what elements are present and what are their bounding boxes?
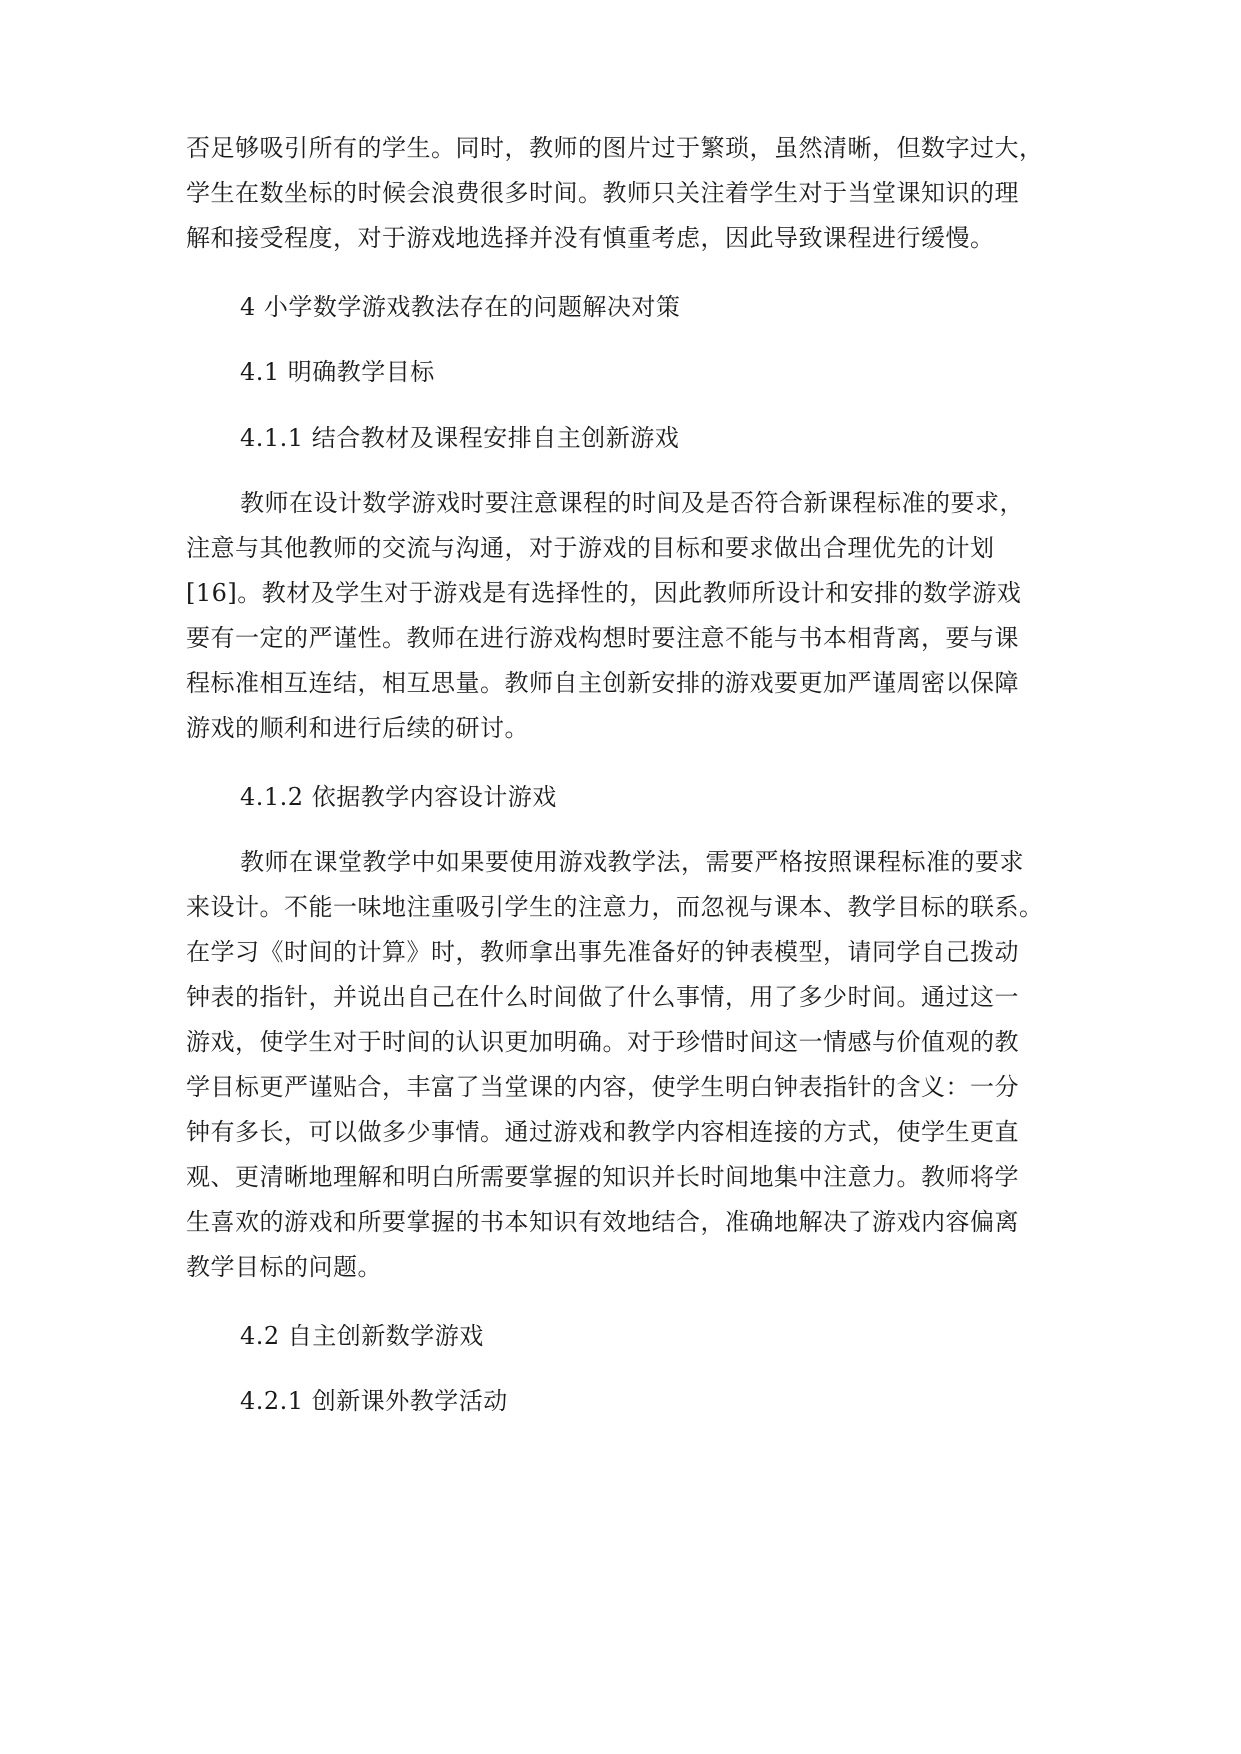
intro-line-3: 解和接受程度，对于游戏地选择并没有慎重考虑，因此导致课程进行缓慢。 — [186, 224, 995, 252]
paragraph-4-1-1-line-5: 程标准相互连结，相互思量。教师自主创新安排的游戏要更加严谨周密以保障 — [186, 669, 1019, 697]
paragraph-4-1-1-line-4: 要有一定的严谨性。教师在进行游戏构想时要注意不能与书本相背离，要与课 — [186, 624, 1019, 652]
paragraph-4-1-2-line-6: 学目标更严谨贴合，丰富了当堂课的内容，使学生明白钟表指针的含义：一分 — [186, 1073, 1019, 1101]
paragraph-4-1-1-line-1: 教师在设计数学游戏时要注意课程的时间及是否符合新课程标准的要求， — [240, 489, 1024, 517]
paragraph-4-1-2-line-10: 教学目标的问题。 — [186, 1253, 382, 1281]
section-4-2-1-heading: 4.2.1 创新课外教学活动 — [240, 1387, 508, 1415]
section-4-1-heading: 4.1 明确教学目标 — [240, 358, 435, 386]
section-4-heading: 4 小学数学游戏教法存在的问题解决对策 — [240, 293, 681, 321]
paragraph-4-1-2-line-4: 钟表的指针，并说出自己在什么时间做了什么事情，用了多少时间。通过这一 — [186, 983, 1019, 1011]
paragraph-4-1-1-line-2: 注意与其他教师的交流与沟通，对于游戏的目标和要求做出合理优先的计划 — [186, 534, 995, 562]
section-4-1-2-heading: 4.1.2 依据教学内容设计游戏 — [240, 783, 557, 811]
paragraph-4-1-2-line-3: 在学习《时间的计算》时，教师拿出事先准备好的钟表模型，请同学自己拨动 — [186, 938, 1019, 966]
paragraph-4-1-2-line-1: 教师在课堂教学中如果要使用游戏教学法，需要严格按照课程标准的要求 — [240, 848, 1024, 876]
paragraph-4-1-2-line-2: 来设计。不能一味地注重吸引学生的注意力，而忽视与课本、教学目标的联系。 — [186, 893, 1044, 921]
section-4-2-heading: 4.2 自主创新数学游戏 — [240, 1322, 484, 1350]
intro-line-2: 学生在数坐标的时候会浪费很多时间。教师只关注着学生对于当堂课知识的理 — [186, 179, 1019, 207]
paragraph-4-1-2-line-5: 游戏，使学生对于时间的认识更加明确。对于珍惜时间这一情感与价值观的教 — [186, 1028, 1019, 1056]
paragraph-4-1-2-line-7: 钟有多长，可以做多少事情。通过游戏和教学内容相连接的方式，使学生更直 — [186, 1118, 1019, 1146]
paragraph-4-1-1-line-3: [16]。教材及学生对于游戏是有选择性的，因此教师所设计和安排的数学游戏 — [186, 579, 1022, 607]
paragraph-4-1-1-line-6: 游戏的顺利和进行后续的研讨。 — [186, 714, 529, 742]
intro-line-1: 否足够吸引所有的学生。同时，教师的图片过于繁琐，虽然清晰，但数字过大， — [186, 134, 1044, 162]
section-4-1-1-heading: 4.1.1 结合教材及课程安排自主创新游戏 — [240, 424, 680, 452]
paragraph-4-1-2-line-9: 生喜欢的游戏和所要掌握的书本知识有效地结合，准确地解决了游戏内容偏离 — [186, 1208, 1019, 1236]
paragraph-4-1-2-line-8: 观、更清晰地理解和明白所需要掌握的知识并长时间地集中注意力。教师将学 — [186, 1163, 1019, 1191]
